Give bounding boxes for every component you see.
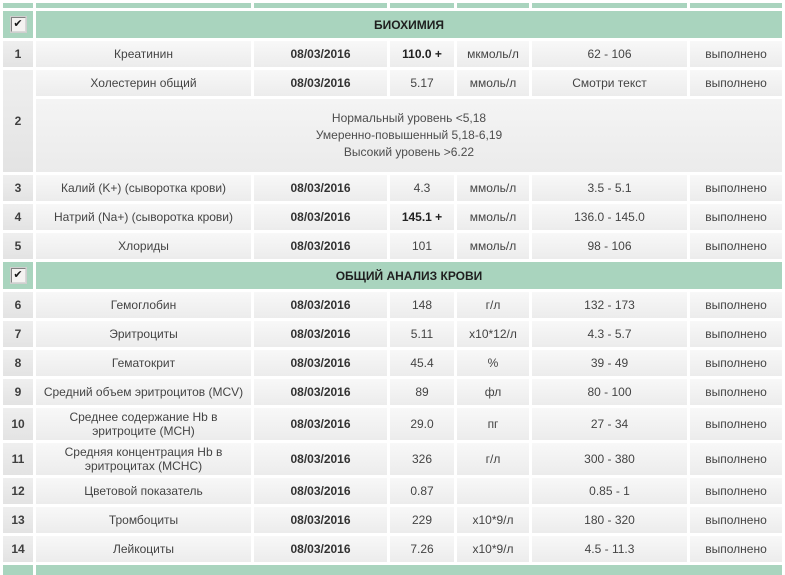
date-cell: 08/03/2016 xyxy=(254,233,387,259)
table-row xyxy=(3,408,782,440)
row-number-cell: 5 xyxy=(3,233,33,259)
row-number-cell: 7 xyxy=(3,321,33,347)
value-cell: 229 xyxy=(390,507,454,533)
test-name-cell: Хлориды xyxy=(36,233,251,259)
row-number-cell: 12 xyxy=(3,478,33,504)
test-name-cell: Тромбоциты xyxy=(36,507,251,533)
table-row xyxy=(3,292,782,318)
date-cell: 08/03/2016 xyxy=(254,175,387,201)
units-cell: ммоль/л xyxy=(457,175,529,201)
range-cell: 300 - 380 xyxy=(532,443,687,475)
value-cell: 7.26 xyxy=(390,536,454,562)
test-name-cell: Калий (K+) (сыворотка крови) xyxy=(36,175,251,201)
test-name-cell: Эритроциты xyxy=(36,321,251,347)
units-cell: х10*9/л xyxy=(457,536,529,562)
range-cell: 4.3 - 5.7 xyxy=(532,321,687,347)
table-top-strip-cell xyxy=(36,3,251,8)
row-number-cell: 1 xyxy=(3,41,33,67)
section-header-row xyxy=(3,11,782,38)
row-number-cell: 2 xyxy=(3,70,33,172)
units-cell: г/л xyxy=(457,443,529,475)
units-cell: фл xyxy=(457,379,529,405)
range-cell: 132 - 173 xyxy=(532,292,687,318)
next-section-strip-cell xyxy=(36,565,782,575)
units-cell: г/л xyxy=(457,292,529,318)
section-title: БИОХИМИЯ xyxy=(36,11,782,38)
date-cell: 08/03/2016 xyxy=(254,408,387,440)
range-cell: Смотри текст xyxy=(532,70,687,96)
row-number-cell: 4 xyxy=(3,204,33,230)
table-row xyxy=(3,379,782,405)
section-checkbox[interactable]: ✔ xyxy=(11,17,26,32)
value-cell: 326 xyxy=(390,443,454,475)
table-row xyxy=(3,41,782,67)
units-cell: х10*12/л xyxy=(457,321,529,347)
value-cell: 89 xyxy=(390,379,454,405)
value-cell: 110.0 + xyxy=(390,41,454,67)
date-cell: 08/03/2016 xyxy=(254,350,387,376)
value-cell: 101 xyxy=(390,233,454,259)
range-cell: 3.5 - 5.1 xyxy=(532,175,687,201)
date-cell: 08/03/2016 xyxy=(254,321,387,347)
status-cell: выполнено xyxy=(690,478,782,504)
range-cell: 4.5 - 11.3 xyxy=(532,536,687,562)
date-cell: 08/03/2016 xyxy=(254,478,387,504)
table-top-strip-cell xyxy=(254,3,387,8)
units-cell: пг xyxy=(457,408,529,440)
table-row xyxy=(3,478,782,504)
units-cell: мкмоль/л xyxy=(457,41,529,67)
table-row xyxy=(3,443,782,475)
range-cell: 98 - 106 xyxy=(532,233,687,259)
table-top-strip-cell xyxy=(532,3,687,8)
comment-line: Умеренно-повышенный 5,18-6,19 xyxy=(315,128,503,142)
next-section-strip xyxy=(3,565,782,575)
value-cell: 5.17 xyxy=(390,70,454,96)
status-cell: выполнено xyxy=(690,379,782,405)
table-row xyxy=(3,233,782,259)
test-name-cell: Средний объем эритроцитов (MCV) xyxy=(36,379,251,405)
status-cell: выполнено xyxy=(690,292,782,318)
comment-line: Нормальный уровень <5,18 xyxy=(331,111,487,125)
table-row xyxy=(3,70,782,96)
table-row xyxy=(3,536,782,562)
value-cell: 145.1 + xyxy=(390,204,454,230)
row-number-cell: 9 xyxy=(3,379,33,405)
test-name-cell: Цветовой показатель xyxy=(36,478,251,504)
test-name-cell: Лейкоциты xyxy=(36,536,251,562)
table-row xyxy=(3,350,782,376)
test-name-cell: Креатинин xyxy=(36,41,251,67)
table-top-strip-cell xyxy=(457,3,529,8)
units-cell: х10*9/л xyxy=(457,507,529,533)
section-checkbox-cell xyxy=(3,262,33,289)
test-name-cell: Средняя концентрация Hb в эритроцитах (MCHC) xyxy=(36,443,251,475)
range-cell: 136.0 - 145.0 xyxy=(532,204,687,230)
date-cell: 08/03/2016 xyxy=(254,70,387,96)
test-name-cell: Гематокрит xyxy=(36,350,251,376)
units-cell: ммоль/л xyxy=(457,233,529,259)
status-cell: выполнено xyxy=(690,175,782,201)
table-top-strip-cell xyxy=(390,3,454,8)
test-name-cell: Гемоглобин xyxy=(36,292,251,318)
status-cell: выполнено xyxy=(690,507,782,533)
comment-line: Высокий уровень >6.22 xyxy=(343,145,475,159)
value-cell: 5.11 xyxy=(390,321,454,347)
value-cell: 0.87 xyxy=(390,478,454,504)
date-cell: 08/03/2016 xyxy=(254,507,387,533)
date-cell: 08/03/2016 xyxy=(254,443,387,475)
table-top-strip-cell xyxy=(690,3,782,8)
status-cell: выполнено xyxy=(690,321,782,347)
units-cell: ммоль/л xyxy=(457,204,529,230)
row-number-cell: 6 xyxy=(3,292,33,318)
date-cell: 08/03/2016 xyxy=(254,41,387,67)
comment-cell xyxy=(36,99,782,172)
units-cell xyxy=(457,478,529,504)
section-header-row xyxy=(3,262,782,289)
date-cell: 08/03/2016 xyxy=(254,204,387,230)
table-row xyxy=(3,507,782,533)
table-top-strip-cell xyxy=(3,3,33,8)
row-number-cell: 11 xyxy=(3,443,33,475)
table-row xyxy=(3,175,782,201)
section-checkbox-cell xyxy=(3,11,33,38)
status-cell: выполнено xyxy=(690,443,782,475)
row-number-cell: 14 xyxy=(3,536,33,562)
test-name-cell: Среднее содержание Hb в эритроците (MCH) xyxy=(36,408,251,440)
table-row xyxy=(3,321,782,347)
value-cell: 148 xyxy=(390,292,454,318)
value-cell: 29.0 xyxy=(390,408,454,440)
section-checkbox[interactable]: ✔ xyxy=(11,268,26,283)
test-name-cell: Натрий (Na+) (сыворотка крови) xyxy=(36,204,251,230)
units-cell: ммоль/л xyxy=(457,70,529,96)
date-cell: 08/03/2016 xyxy=(254,379,387,405)
value-cell: 4.3 xyxy=(390,175,454,201)
status-cell: выполнено xyxy=(690,350,782,376)
value-cell: 45.4 xyxy=(390,350,454,376)
status-cell: выполнено xyxy=(690,204,782,230)
status-cell: выполнено xyxy=(690,408,782,440)
row-number-cell: 3 xyxy=(3,175,33,201)
section-title: ОБЩИЙ АНАЛИЗ КРОВИ xyxy=(36,262,782,289)
status-cell: выполнено xyxy=(690,536,782,562)
status-cell: выполнено xyxy=(690,233,782,259)
next-section-strip-cell xyxy=(3,565,33,575)
lab-table-rows xyxy=(3,11,782,562)
table-top-strip xyxy=(3,3,782,8)
test-name-cell: Холестерин общий xyxy=(36,70,251,96)
range-cell: 80 - 100 xyxy=(532,379,687,405)
row-number-cell: 10 xyxy=(3,408,33,440)
range-cell: 39 - 49 xyxy=(532,350,687,376)
status-cell: выполнено xyxy=(690,41,782,67)
units-cell: % xyxy=(457,350,529,376)
table-row xyxy=(3,204,782,230)
range-cell: 27 - 34 xyxy=(532,408,687,440)
range-cell: 0.85 - 1 xyxy=(532,478,687,504)
row-number-cell: 8 xyxy=(3,350,33,376)
status-cell: выполнено xyxy=(690,70,782,96)
range-cell: 62 - 106 xyxy=(532,41,687,67)
range-cell: 180 - 320 xyxy=(532,507,687,533)
date-cell: 08/03/2016 xyxy=(254,536,387,562)
row-number-cell: 13 xyxy=(3,507,33,533)
date-cell: 08/03/2016 xyxy=(254,292,387,318)
comment-row xyxy=(3,99,782,172)
